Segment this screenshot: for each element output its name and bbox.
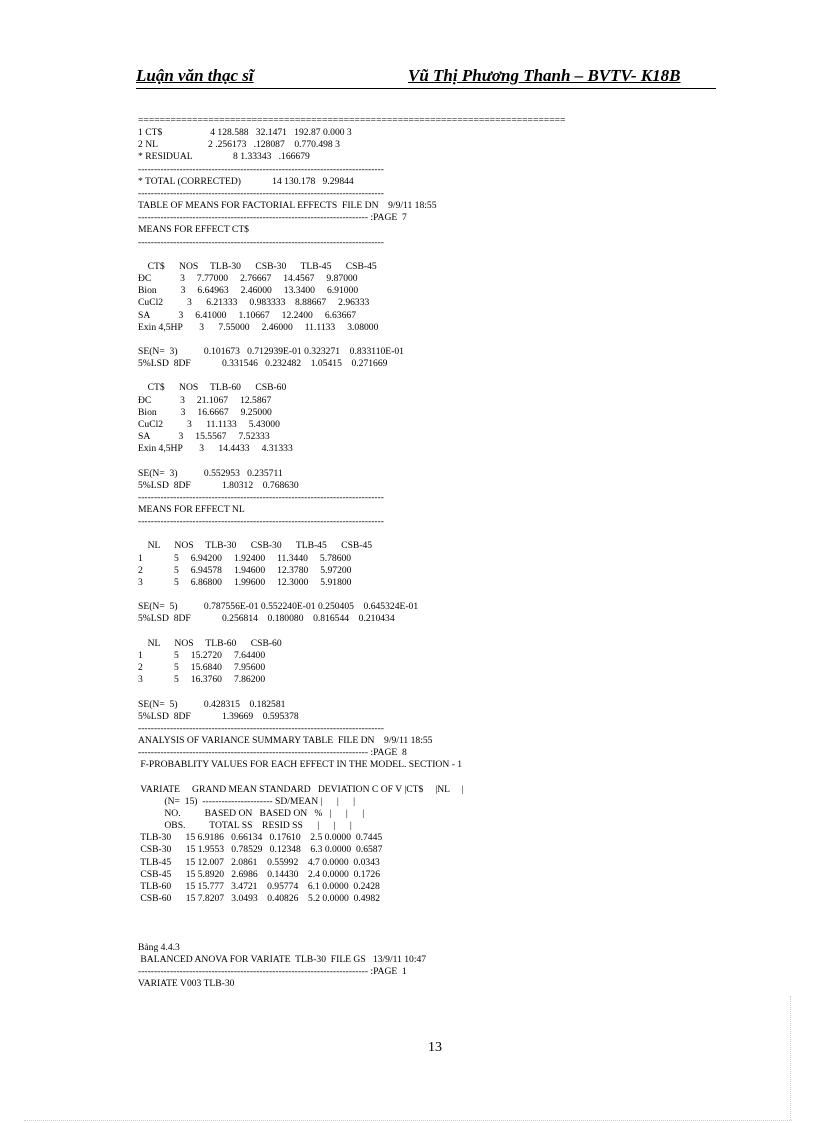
text-line: 5%LSD 8DF 1.80312 0.768630 <box>138 479 299 491</box>
text-line: SA 3 6.41000 1.10667 12.2400 6.63667 <box>138 309 356 321</box>
text-line: Bion 3 6.64963 2.46000 13.3400 6.91000 <box>138 285 359 297</box>
text-line: ------------------------------------------------------------------------ :PAGE 7 <box>138 212 407 224</box>
text-line: ----------------------------------------------------------------------------- <box>138 722 384 734</box>
text-line: ANALYSIS OF VARIANCE SUMMARY TABLE FILE DN 9/9/11 18:55 <box>138 734 433 746</box>
page-bottom-border <box>24 1120 792 1121</box>
header-thesis-title: Luận văn thạc sĩ <box>136 66 254 85</box>
text-line: 2 5 6.94578 1.94600 12.3780 5.97200 <box>138 564 352 576</box>
text-line: TLB-45 15 12.007 2.0861 0.55992 4.7 0.0000 0.0343 <box>138 856 380 868</box>
text-line: =============================================================================== <box>138 115 566 126</box>
header-author: Vũ Thị Phương Thanh – BVTV- K18B <box>408 66 681 85</box>
text-line: CT$ NOS TLB-30 CSB-30 TLB-45 CSB-45 <box>138 260 377 272</box>
text-line: 3 5 6.86800 1.99600 12.3000 5.91800 <box>138 576 352 588</box>
text-line: MEANS FOR EFFECT NL <box>138 504 245 515</box>
text-line: 2 NL 2 .256173 .128087 0.770.498 3 <box>138 139 340 151</box>
text-line: CT$ NOS TLB-60 CSB-60 <box>138 382 287 394</box>
text-line: 1 5 15.2720 7.64400 <box>138 649 266 661</box>
text-line: SA 3 15.5567 7.52333 <box>138 431 270 443</box>
text-line: 3 5 16.3760 7.86200 <box>138 674 266 686</box>
text-line: MEANS FOR EFFECT CT$ <box>138 224 249 236</box>
text-line: ------------------------------------------------------------------------ :PAGE 8 <box>138 747 407 759</box>
text-line: Bion 3 16.6667 9.25000 <box>138 406 272 418</box>
text-line: TLB-30 15 6.9186 0.66134 0.17610 2.5 0.0000 0.7445 <box>138 832 383 844</box>
text-line: TABLE OF MEANS FOR FACTORIAL EFFECTS FILE DN 9/9/11 18:55 <box>138 200 437 212</box>
text-line: ------------------------------------------------------------------------ :PAGE 1 <box>138 965 407 977</box>
text-line: 1 CT$ 4 128.588 32.1471 192.87 0.000 3 <box>138 127 352 139</box>
text-line: Exin 4,5HP 3 7.55000 2.46000 11.1133 3.08000 <box>138 321 379 333</box>
text-line: Bảng 4.4.3 <box>138 941 180 953</box>
anova-output-text <box>138 115 698 990</box>
text-line: VARIATE GRAND MEAN STANDARD DEVIATION C OF V |CT$ |NL | <box>138 783 464 795</box>
text-line: CuCl2 3 6.21333 0.983333 8.88667 2.96333 <box>138 297 370 309</box>
text-line: OBS. TOTAL SS RESID SS | | | <box>138 820 352 832</box>
text-line: BALANCED ANOVA FOR VARIATE TLB-30 FILE GS 13/9/11 10:47 <box>138 953 427 965</box>
text-line: TLB-60 15 15.777 3.4721 0.95774 6.1 0.0000 0.2428 <box>138 880 380 892</box>
text-line: SE(N= 3) 0.101673 0.712939E-01 0.323271 0.833110E-01 <box>138 345 404 357</box>
header-divider <box>136 88 716 89</box>
text-line: 5%LSD 8DF 1.39669 0.595378 <box>138 710 299 722</box>
text-line: CuCl2 3 11.1133 5.43000 <box>138 418 280 430</box>
text-line: CSB-60 15 7.8207 3.0493 0.40826 5.2 0.0000 0.4982 <box>138 893 380 904</box>
text-line: * TOTAL (CORRECTED) 14 130.178 9.29844 <box>138 175 354 187</box>
text-line: ĐC 3 7.77000 2.76667 14.4567 9.87000 <box>138 273 358 285</box>
text-line: ----------------------------------------------------------------------------- <box>138 516 384 528</box>
text-line: NL NOS TLB-60 CSB-60 <box>138 637 282 649</box>
text-line: VARIATE V003 TLB-30 <box>138 978 235 990</box>
text-line: ----------------------------------------------------------------------------- <box>138 236 384 248</box>
text-line: SE(N= 3) 0.552953 0.235711 <box>138 467 283 479</box>
text-line: NO. BASED ON BASED ON % | | | <box>138 807 365 819</box>
text-line: Exin 4,5HP 3 14.4433 4.31333 <box>138 443 293 455</box>
text-line: SE(N= 5) 0.428315 0.182581 <box>138 698 286 710</box>
page-number: 13 <box>428 1040 442 1055</box>
text-line: 5%LSD 8DF 0.256814 0.180080 0.816544 0.210434 <box>138 613 395 625</box>
text-line: ----------------------------------------------------------------------------- <box>138 187 384 199</box>
text-line: F-PROBABLITY VALUES FOR EACH EFFECT IN THE MODEL. SECTION - 1 <box>138 759 463 771</box>
text-line: NL NOS TLB-30 CSB-30 TLB-45 CSB-45 <box>138 540 373 552</box>
text-line: ĐC 3 21.1067 12.5867 <box>138 394 272 406</box>
text-line: ----------------------------------------------------------------------------- <box>138 491 384 503</box>
text-line: 2 5 15.6840 7.95600 <box>138 662 266 674</box>
text-line: * RESIDUAL 8 1.33343 .166679 <box>138 151 310 163</box>
text-line: (N= 15) ---------------------- SD/MEAN | | | <box>138 795 356 807</box>
text-line: CSB-30 15 1.9553 0.78529 0.12348 6.3 0.0000 0.6587 <box>138 844 383 856</box>
text-line: ----------------------------------------------------------------------------- <box>138 163 384 175</box>
text-line: SE(N= 5) 0.787556E-01 0.552240E-01 0.250405 0.645324E-01 <box>138 601 419 613</box>
page-right-border <box>790 996 791 1120</box>
text-line: 5%LSD 8DF 0.331546 0.232482 1.05415 0.271669 <box>138 358 388 370</box>
text-line: 1 5 6.94200 1.92400 11.3440 5.78600 <box>138 552 352 564</box>
text-line: CSB-45 15 5.8920 2.6986 0.14430 2.4 0.0000 0.1726 <box>138 868 380 880</box>
